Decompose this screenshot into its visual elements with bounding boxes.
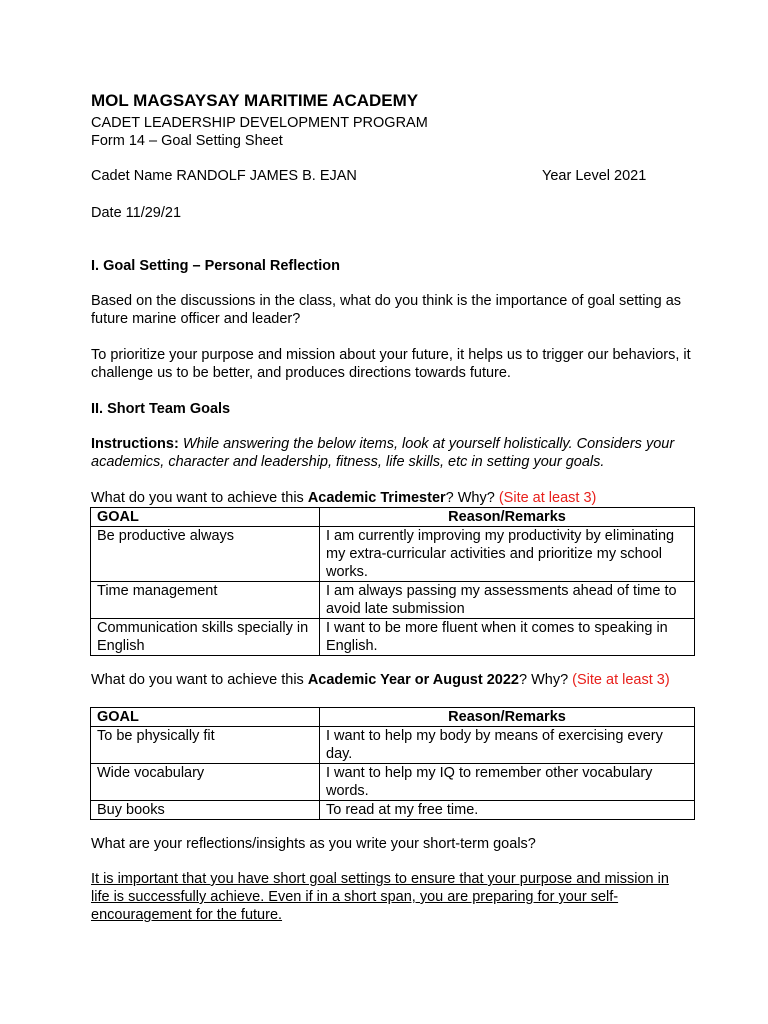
instructions-label: Instructions:: [91, 436, 179, 452]
goal-header: GOAL: [91, 708, 320, 727]
q2-prefix: What do you want to achieve this: [91, 672, 308, 688]
program-title: CADET LEADERSHIP DEVELOPMENT PROGRAM: [91, 115, 428, 131]
table-row: [91, 727, 695, 764]
goal-header: GOAL: [91, 508, 320, 527]
q2-bold: Academic Year or August 2022: [307, 672, 519, 688]
reason-header: Reason/Remarks: [320, 508, 695, 527]
reason-header: Reason/Remarks: [320, 708, 695, 727]
table-row: [91, 527, 695, 582]
instructions-text: While answering the below items, look at yourself holistically. Considers your academics, character and leadership, fitness, life skills, etc in setting your goals.: [91, 436, 675, 470]
goal-cell: Wide vocabulary: [91, 764, 320, 801]
reflection-answer: It is important that you have short goal settings to ensure that your purpose and mission in life is successfully achieve. Even if in a short span, you are preparing for your self-encouragement for the future.: [91, 871, 669, 923]
reason-cell: To read at my free time.: [320, 801, 695, 820]
q2-suffix: ? Why?: [518, 672, 573, 688]
goal-cell: To be physically fit: [91, 727, 320, 764]
goal-cell: Be productive always: [91, 527, 320, 582]
table-header-row: [91, 708, 695, 727]
reason-cell: I am always passing my assessments ahead of time to avoid late submission: [320, 582, 695, 619]
goal-cell: Buy books: [91, 801, 320, 820]
goal-cell: Time management: [91, 582, 320, 619]
reflection-question: What are your reflections/insights as you write your short-term goals?: [91, 836, 536, 852]
section2-heading: II. Short Team Goals: [91, 401, 231, 417]
table-row: [91, 582, 695, 619]
q2-note: (Site at least 3): [572, 672, 670, 688]
q1-note: (Site at least 3): [498, 490, 597, 506]
year-question: [91, 671, 683, 689]
q1-suffix: ? Why?: [445, 490, 499, 506]
academic-year-goals-table: [90, 707, 695, 820]
date-line: Date 11/29/21: [91, 205, 182, 221]
q1-bold: Academic Trimester: [307, 490, 446, 506]
table-header-row: [91, 508, 695, 527]
reason-cell: I want to be more fluent when it comes to speaking in English.: [320, 619, 695, 656]
reason-cell: I want to help my body by means of exercising every day.: [320, 727, 695, 764]
section1-heading: I. Goal Setting – Personal Reflection: [91, 258, 340, 274]
form-title: Form 14 – Goal Setting Sheet: [91, 133, 283, 149]
table-row: [91, 764, 695, 801]
trimester-question: [91, 489, 691, 507]
q1-prefix: What do you want to achieve this: [91, 490, 308, 506]
table-row: [91, 801, 695, 820]
school-title: MOL MAGSAYSAY MARITIME ACADEMY: [91, 91, 419, 110]
table-row: [91, 619, 695, 656]
instructions: [91, 435, 691, 471]
reason-cell: I want to help my IQ to remember other vocabulary words.: [320, 764, 695, 801]
section1-answer: To prioritize your purpose and mission about your future, it helps us to trigger our behaviors, it challenge us to be better, and produces directions towards future.: [91, 347, 691, 381]
goal-cell: Communication skills specially in English: [91, 619, 320, 656]
section1-question: Based on the discussions in the class, what do you think is the importance of goal setting as future marine officer and leader?: [91, 293, 682, 327]
year-level-line: Year Level 2021: [542, 168, 647, 184]
trimester-goals-table: [90, 507, 695, 656]
cadet-name-line: Cadet Name RANDOLF JAMES B. EJAN: [91, 168, 357, 184]
reason-cell: I am currently improving my productivity by eliminating my extra-curricular activities and prioritize my school works.: [320, 527, 695, 582]
